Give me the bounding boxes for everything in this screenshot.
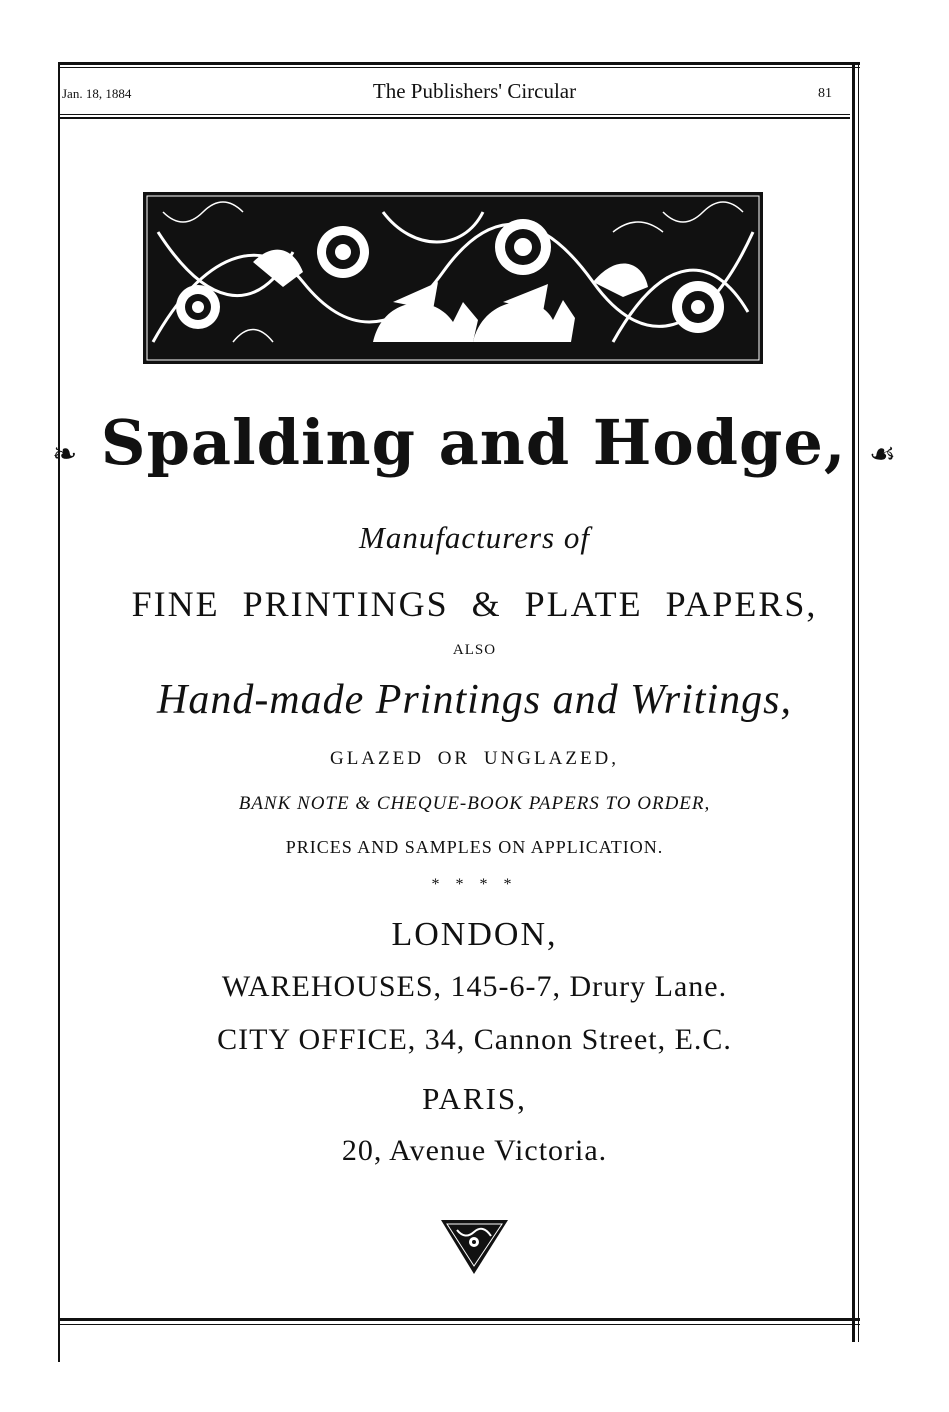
header-rule — [60, 114, 850, 115]
glazed-line: GLAZED OR UNGLAZED, — [329, 748, 620, 769]
warehouses-address: WAREHOUSES, 145-6-7, Drury Lane. — [221, 970, 728, 1003]
bottom-border-rule — [60, 1318, 860, 1321]
bank-note-line: BANK NOTE & CHEQUE-BOOK PAPERS TO ORDER, — [238, 793, 711, 814]
paris-address: 20, Avenue Victoria. — [341, 1134, 608, 1167]
fleuron-left-icon: ❧ — [52, 437, 79, 472]
header-date: Jan. 18, 1884 — [62, 86, 132, 101]
hand-made-line: Hand-made Printings and Writings, — [156, 677, 792, 723]
london-heading: LONDON, — [391, 916, 558, 953]
ornamental-foliage-beasts-band-icon — [143, 192, 763, 364]
header-title: The Publishers' Circular — [372, 79, 577, 103]
fine-papers-line: FINE PRINTINGS & PLATE PAPERS, — [131, 584, 818, 624]
top-border-rule — [60, 62, 860, 65]
page-number: 81 — [818, 86, 832, 101]
prices-line: PRICES AND SAMPLES ON APPLICATION. — [285, 837, 664, 857]
also-line: ALSO — [452, 642, 497, 658]
triangular-tailpiece-icon — [439, 1218, 510, 1276]
firm-name: Spalding and Hodge, — [100, 406, 847, 479]
fleuron-right-icon: ☙ — [869, 437, 897, 472]
paris-heading: PARIS, — [422, 1081, 527, 1116]
asterism-divider: * * * * — [431, 876, 518, 893]
city-office-address: CITY OFFICE, 34, Cannon Street, E.C. — [217, 1023, 732, 1056]
firm-name-heading — [0, 406, 949, 479]
header-rule-thick — [60, 117, 850, 119]
bottom-border-rule-thin — [60, 1324, 860, 1325]
manufacturers-line: Manufacturers of — [359, 520, 590, 555]
top-border-rule-thin — [60, 67, 860, 68]
